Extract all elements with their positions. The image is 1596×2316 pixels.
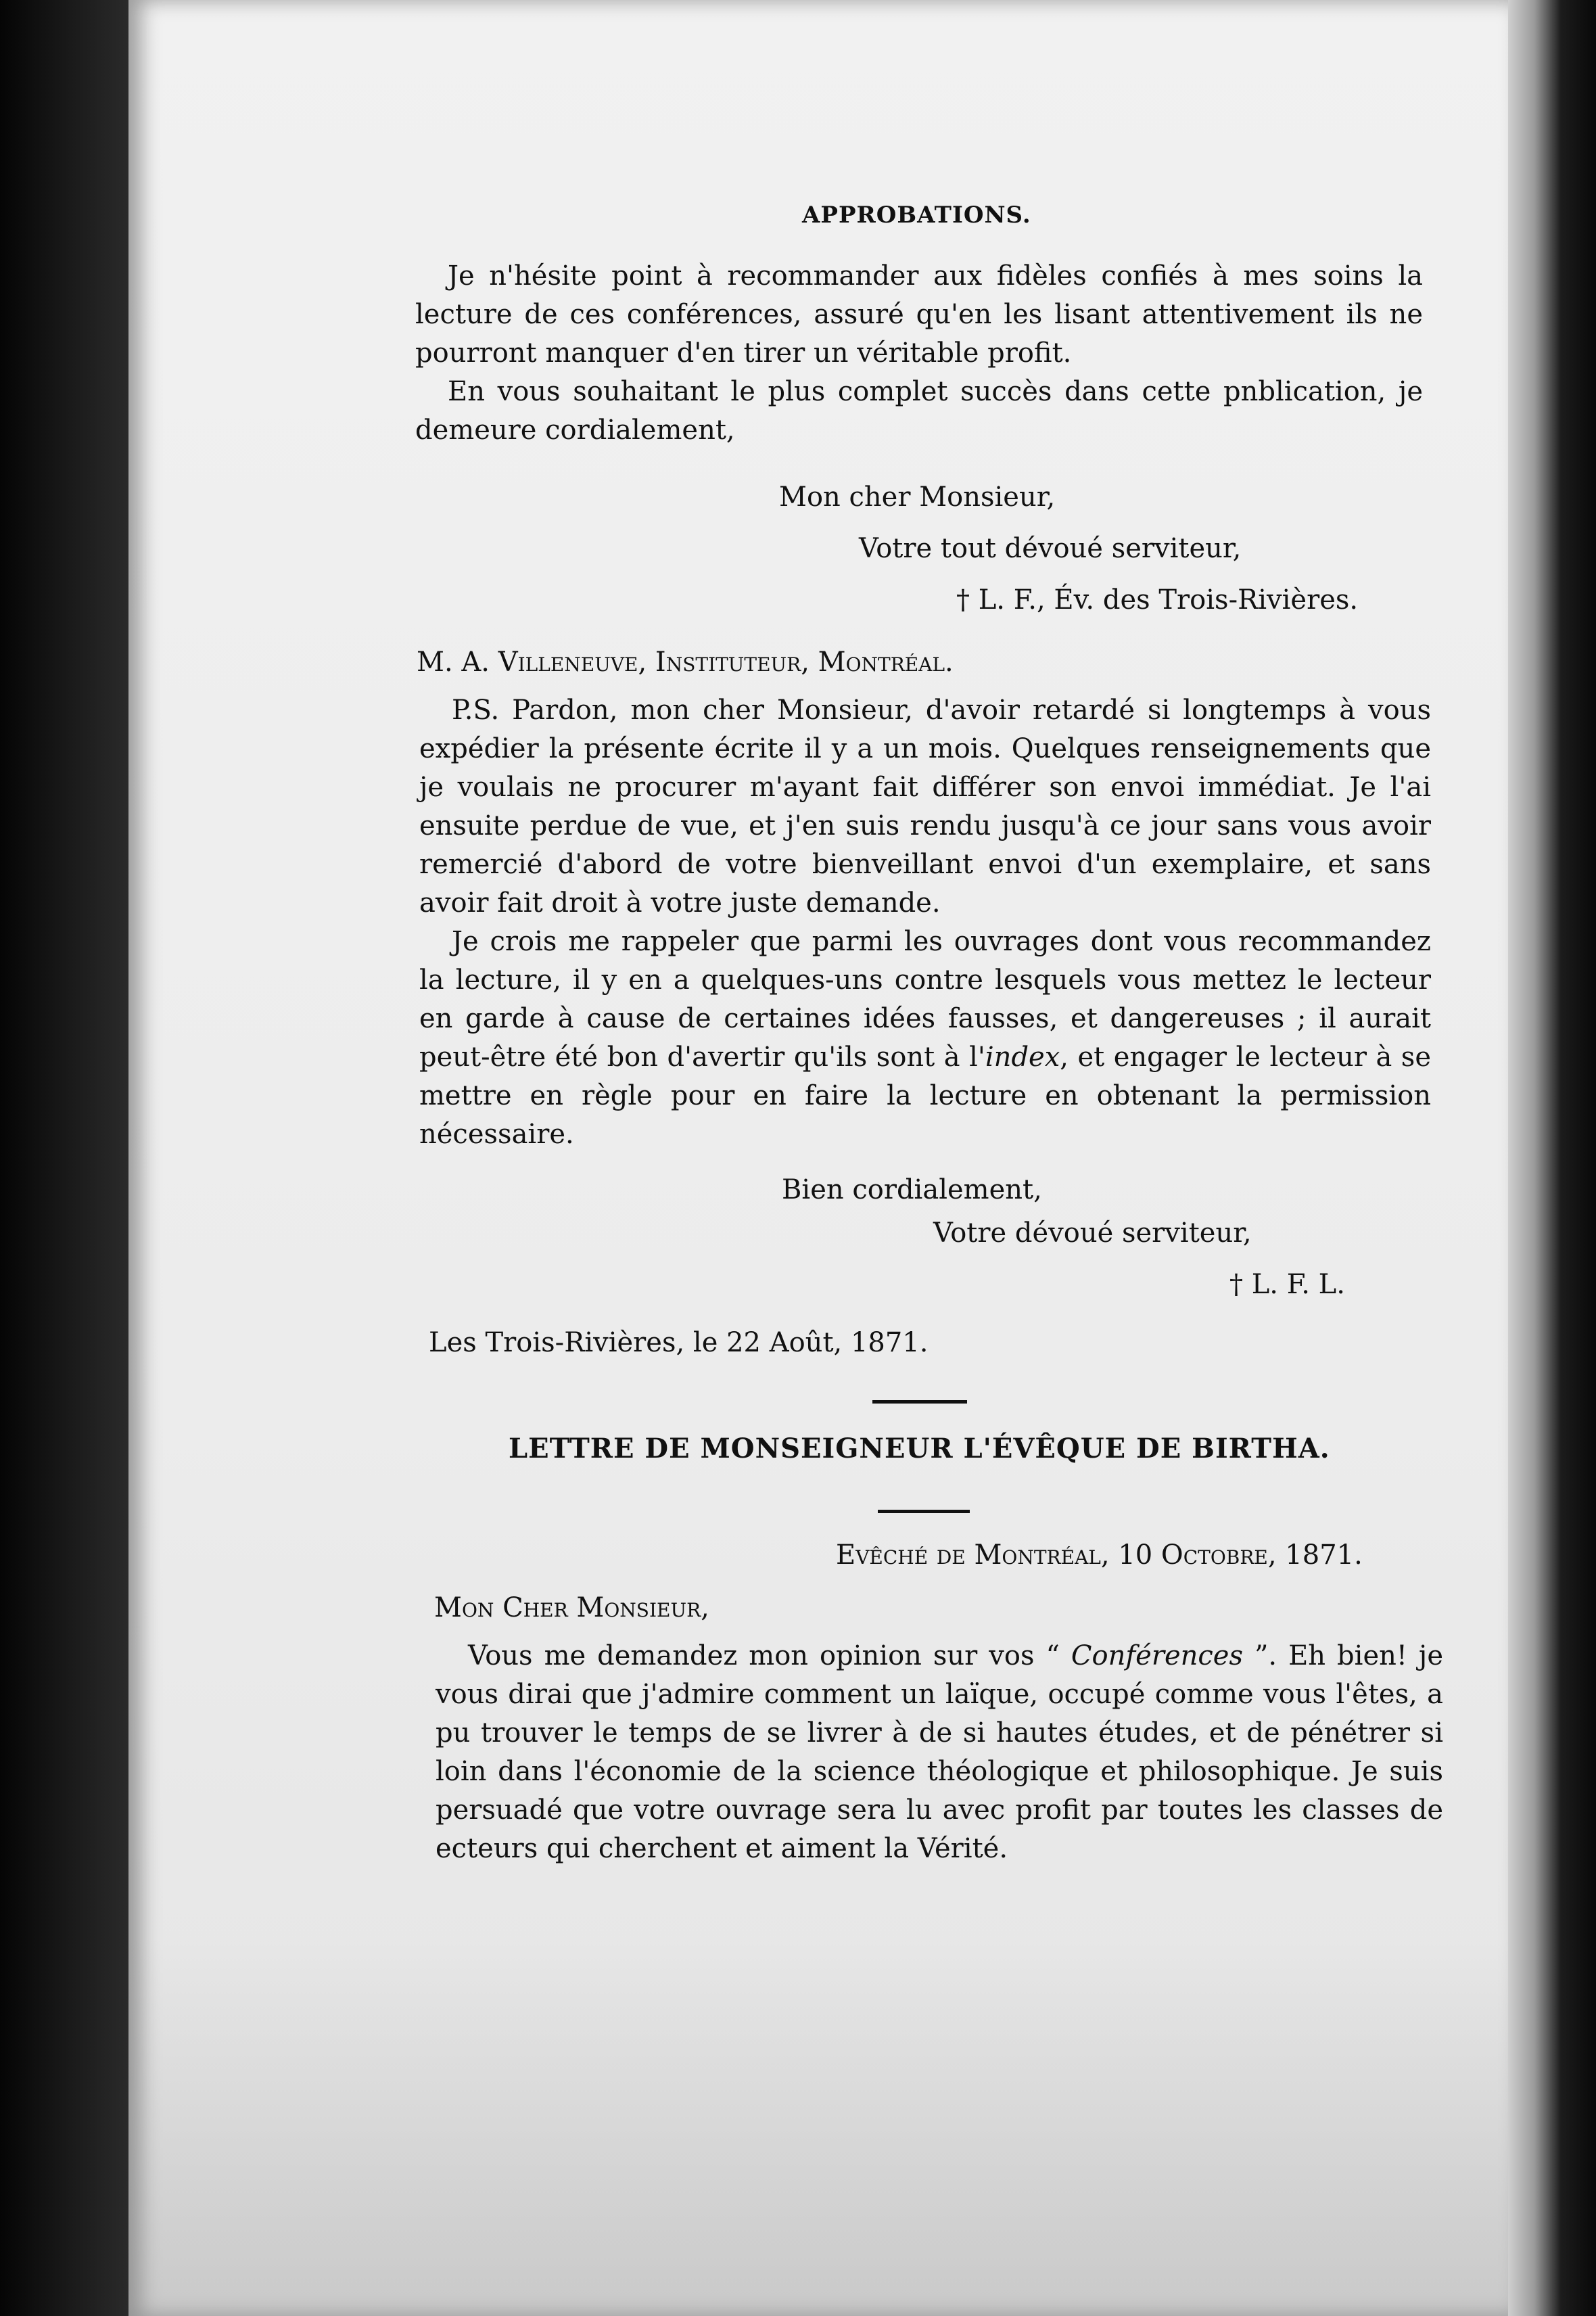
lettre-body (436, 1637, 1443, 1868)
postscript-paragraph-1: P.S. Pardon, mon cher Monsieur, d'avoir retardé si longtemps à vous expédier la présente écrite il y a un mois. Quelques renseignements que je voulais ne procurer m'ayant fait différer son envoi immédiat. Je l'ai ensuite perdue de vue, et j'en suis rendu jusqu'à ce jour sans vous avoir remercié d'abord de votre bienveillant envoi d'un exemplaire, et sans avoir fait droit à votre juste demande. (419, 695, 1431, 919)
approbations-body (415, 257, 1423, 450)
approbation-paragraph-1: Je n'hésite point à recommander aux fidèles confiés à mes soins la lecture de ces conférences, assuré qu'en les lisant attentivement ils ne pourront manquer d'en tirer un véritable profit. (415, 260, 1423, 369)
index-word: index (985, 1042, 1060, 1073)
approbation-date: Les Trois-Rivières, le 22 Août, 1871. (429, 1327, 929, 1358)
lettre-text-b: ”. Eh bien! je vous dirai que j'admire comment un laïque, occupé comme vous l'êtes, a pu trouver le temps de se livrer à de si hautes études, et de pénétrer si loin dans l'économie de la science théologique et philosophique. Je suis persuadé que votre ouvrage sera lu avec profit par toutes les classes de ecteurs qui cherchent et aiment la Vérité. (436, 1640, 1443, 1864)
postscript-text-a: Je crois me rappeler que parmi les ouvrages dont vous recommandez la lecture, il y en a quelques-uns contre lesquels vous mettez le lecteur en garde à cause de certaines idées fausses, et dangereuses ; il aurait peut-être été bon d'avertir qu'ils sont à l' (419, 926, 1431, 1073)
divider-bottom (878, 1510, 970, 1513)
conferences-word: Conférences (1071, 1640, 1243, 1671)
closing: Votre tout dévoué serviteur, (859, 533, 1242, 564)
scan-left-edge (0, 0, 128, 2316)
page-shading (128, 1937, 1508, 2316)
postscript-text-b: , et engager le lecteur à se mettre en règle pour en faire la lecture en obtenant la permission nécessaire. (419, 1042, 1431, 1150)
addressee: M. A. Villeneuve, Instituteur, Montréal. (417, 647, 954, 678)
scan-right-edge (1508, 0, 1596, 2316)
approbations-heading: APPROBATIONS. (802, 202, 1031, 229)
lettre-text-a: Vous me demandez mon opinion sur vos “ (468, 1640, 1071, 1671)
lettre-paragraph-1 (436, 1637, 1443, 1868)
signature-2: † L. F. L. (1229, 1269, 1345, 1300)
postscript-paragraph-2 (419, 923, 1431, 1154)
closing-2: Bien cordialement, (782, 1174, 1042, 1205)
closing-3: Votre dévoué serviteur, (933, 1218, 1252, 1249)
postscript (419, 691, 1431, 1154)
signature: † L. F., Év. des Trois-Rivières. (956, 584, 1359, 616)
lettre-salutation: Mon Cher Monsieur, (434, 1592, 709, 1623)
salutation: Mon cher Monsieur, (779, 482, 1056, 513)
lettre-heading: LETTRE DE MONSEIGNEUR L'ÉVÊQUE DE BIRTHA. (509, 1433, 1330, 1464)
divider-top (872, 1400, 967, 1404)
approbation-paragraph-2: En vous souhaitant le plus complet succès dans cette pnblication, je demeure cordialement, (415, 376, 1423, 446)
dateline: Evêché de Montréal, 10 Octobre, 1871. (836, 1539, 1363, 1571)
